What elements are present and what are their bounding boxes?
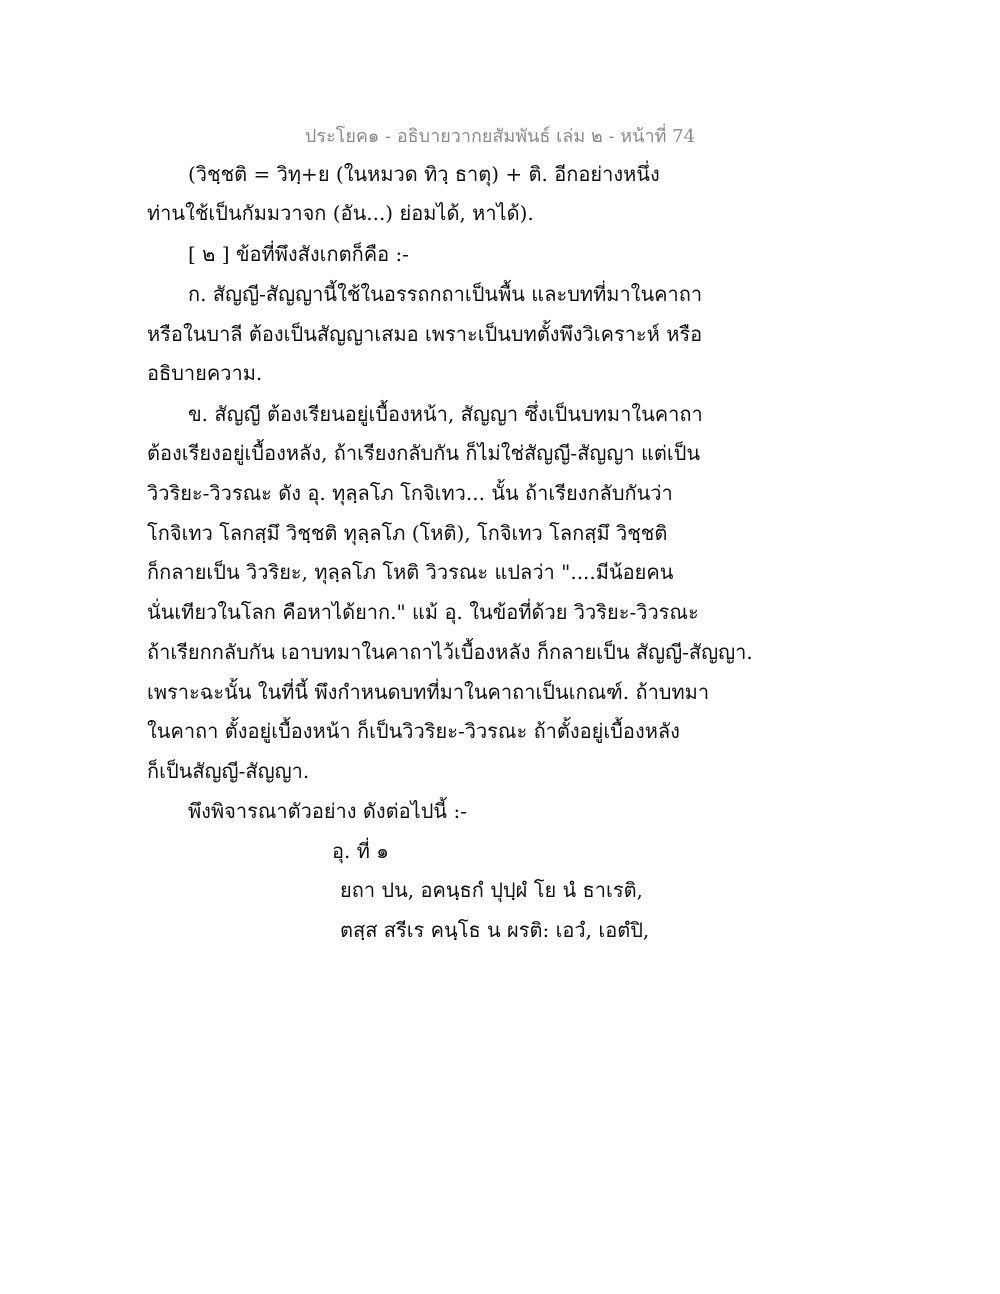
text-line: ก. สัญญี-สัญญานี้ใช้ในอรรถกถาเป็นพื้น และบทที่มาในคาถา — [188, 282, 703, 306]
text-line: วิวริยะ-วิวรณะ ดัง อุ. ทุลฺลโภ โกจิเทว... นั้น ถ้าเรียงกลับกันว่า — [147, 481, 673, 505]
text-line: พึงพิจารณาตัวอย่าง ดังต่อไปนี้ :- — [188, 799, 467, 823]
text-line: ข. สัญญี ต้องเรียนอยู่เบื้องหน้า, สัญญา ซึ่งเป็นบทมาในคาถา — [188, 402, 703, 426]
example-label: อุ. ที่ ๑ — [332, 839, 389, 863]
text-line: ในคาถา ตั้งอยู่เบื้องหน้า ก็เป็นวิวริยะ-วิวรณะ ถ้าตั้งอยู่เบื้องหลัง — [147, 719, 680, 743]
text-line: อธิบายความ. — [147, 361, 263, 385]
text-line: หรือในบาลี ต้องเป็นสัญญาเสมอ เพราะเป็นบทตั้งพึงวิเคราะห์ หรือ — [147, 322, 703, 346]
verse-line: ตสฺส สรีเร คนฺโธ น ผรติ: เอวํ, เอตํปิ, — [340, 918, 650, 942]
text-line: ก็เป็นสัญญี-สัญญา. — [147, 759, 310, 783]
text-line: นั่นเทียวในโลก คือหาได้ยาก." แม้ อุ. ในข้อที่ด้วย วิวริยะ-วิวรณะ — [147, 600, 699, 624]
text-line: (วิชฺชติ = วิทฺ+ย (ในหมวด ทิวฺ ธาตุ) + ติ. อีกอย่างหนึ่ง — [188, 162, 660, 186]
text-line: ก็กลายเป็น วิวริยะ, ทุลฺลโภ โหติ วิวรณะ แปลว่า "....มีน้อยคน — [147, 560, 674, 584]
text-line: โกจิเทว โลกสฺมึ วิชฺชติ ทุลฺลโภ (โหติ), โกจิเทว โลกสฺมึ วิชฺชติ — [147, 521, 668, 545]
text-line: ถ้าเรียกกลับกัน เอาบทมาในคาถาไว้เบื้องหลัง ก็กลายเป็น สัญญี-สัญญา. — [147, 640, 753, 664]
section-heading: [ ๒ ] ข้อที่พึงสังเกตก็คือ :- — [188, 242, 409, 266]
text-line: เพราะฉะนั้น ในที่นี้ พึงกำหนดบทที่มาในคาถาเป็นเกณฑ์. ถ้าบทมา — [147, 680, 710, 704]
text-line: ท่านใช้เป็นกัมมวาจก (อัน...) ย่อมได้, หาได้). — [147, 201, 534, 225]
page-header: ประโยค๑ - อธิบายวากยสัมพันธ์ เล่ม ๒ - หน้าที่ 74 — [304, 126, 696, 147]
verse-line: ยถา ปน, อคนฺธกํ ปุปฺผํ โย นํ ธาเรติ, — [340, 878, 643, 902]
text-line: ต้องเรียงอยู่เบื้องหลัง, ถ้าเรียงกลับกัน ก็ไม่ใช่สัญญี-สัญญา แต่เป็น — [147, 441, 701, 465]
